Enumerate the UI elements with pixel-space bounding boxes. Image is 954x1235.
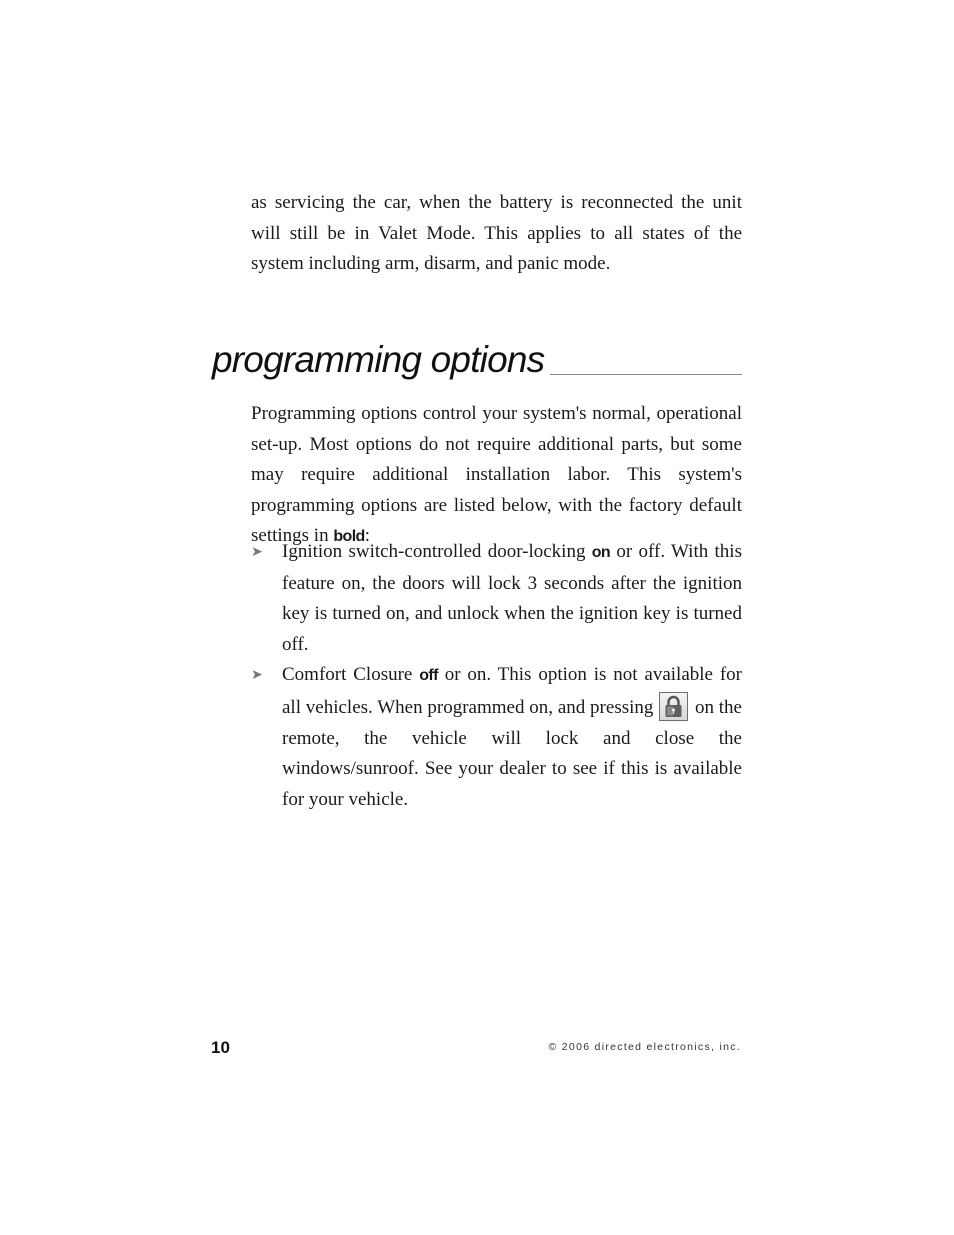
section-heading-block <box>212 338 742 378</box>
bold-keyword: bold <box>333 528 365 546</box>
lock-icon-glyph <box>663 695 684 719</box>
body-paragraph <box>251 399 742 553</box>
body-paragraph-text: Programming options control your system's normal, operational set-up. Most options do not require additional parts, but some may require additional installation labor. This system's programming options are listed below, with the factory default settings in <box>251 403 742 547</box>
page-number: 10 <box>211 1038 230 1057</box>
list-item-text: or on. This option is not available for all vehicles. When programmed on, and pressing <box>282 664 742 718</box>
list-item-text: Comfort Closure <box>282 664 420 686</box>
body-paragraph-end: : <box>364 525 370 547</box>
list-item-text: or off. With this feature on, the doors will lock 3 seconds after the ignition key is turned on, and unlock when the ignition key is turned off. <box>282 541 742 655</box>
section-heading: programming options <box>212 338 550 382</box>
default-setting: on <box>591 544 611 561</box>
bullet-arrow-icon: ➤ <box>251 667 263 684</box>
list-item-text: Ignition switch-controlled door-locking <box>282 541 592 562</box>
default-setting: off <box>419 667 438 685</box>
list-item <box>251 660 742 815</box>
list-item <box>251 537 742 660</box>
options-list <box>251 537 742 815</box>
list-item-text: on the remote, the vehicle will lock and close the windows/sunroof. See your dealer to see if this is available for your vehicle. <box>282 696 742 810</box>
bullet-arrow-icon: ➤ <box>251 544 263 560</box>
intro-paragraph: as servicing the car, when the battery is reconnected the unit will still be in Valet Mode. This applies to all states of the system including arm, disarm, and panic mode. <box>251 192 742 275</box>
lock-icon <box>659 692 688 721</box>
copyright-notice: © 2006 directed electronics, inc. <box>548 1041 741 1053</box>
